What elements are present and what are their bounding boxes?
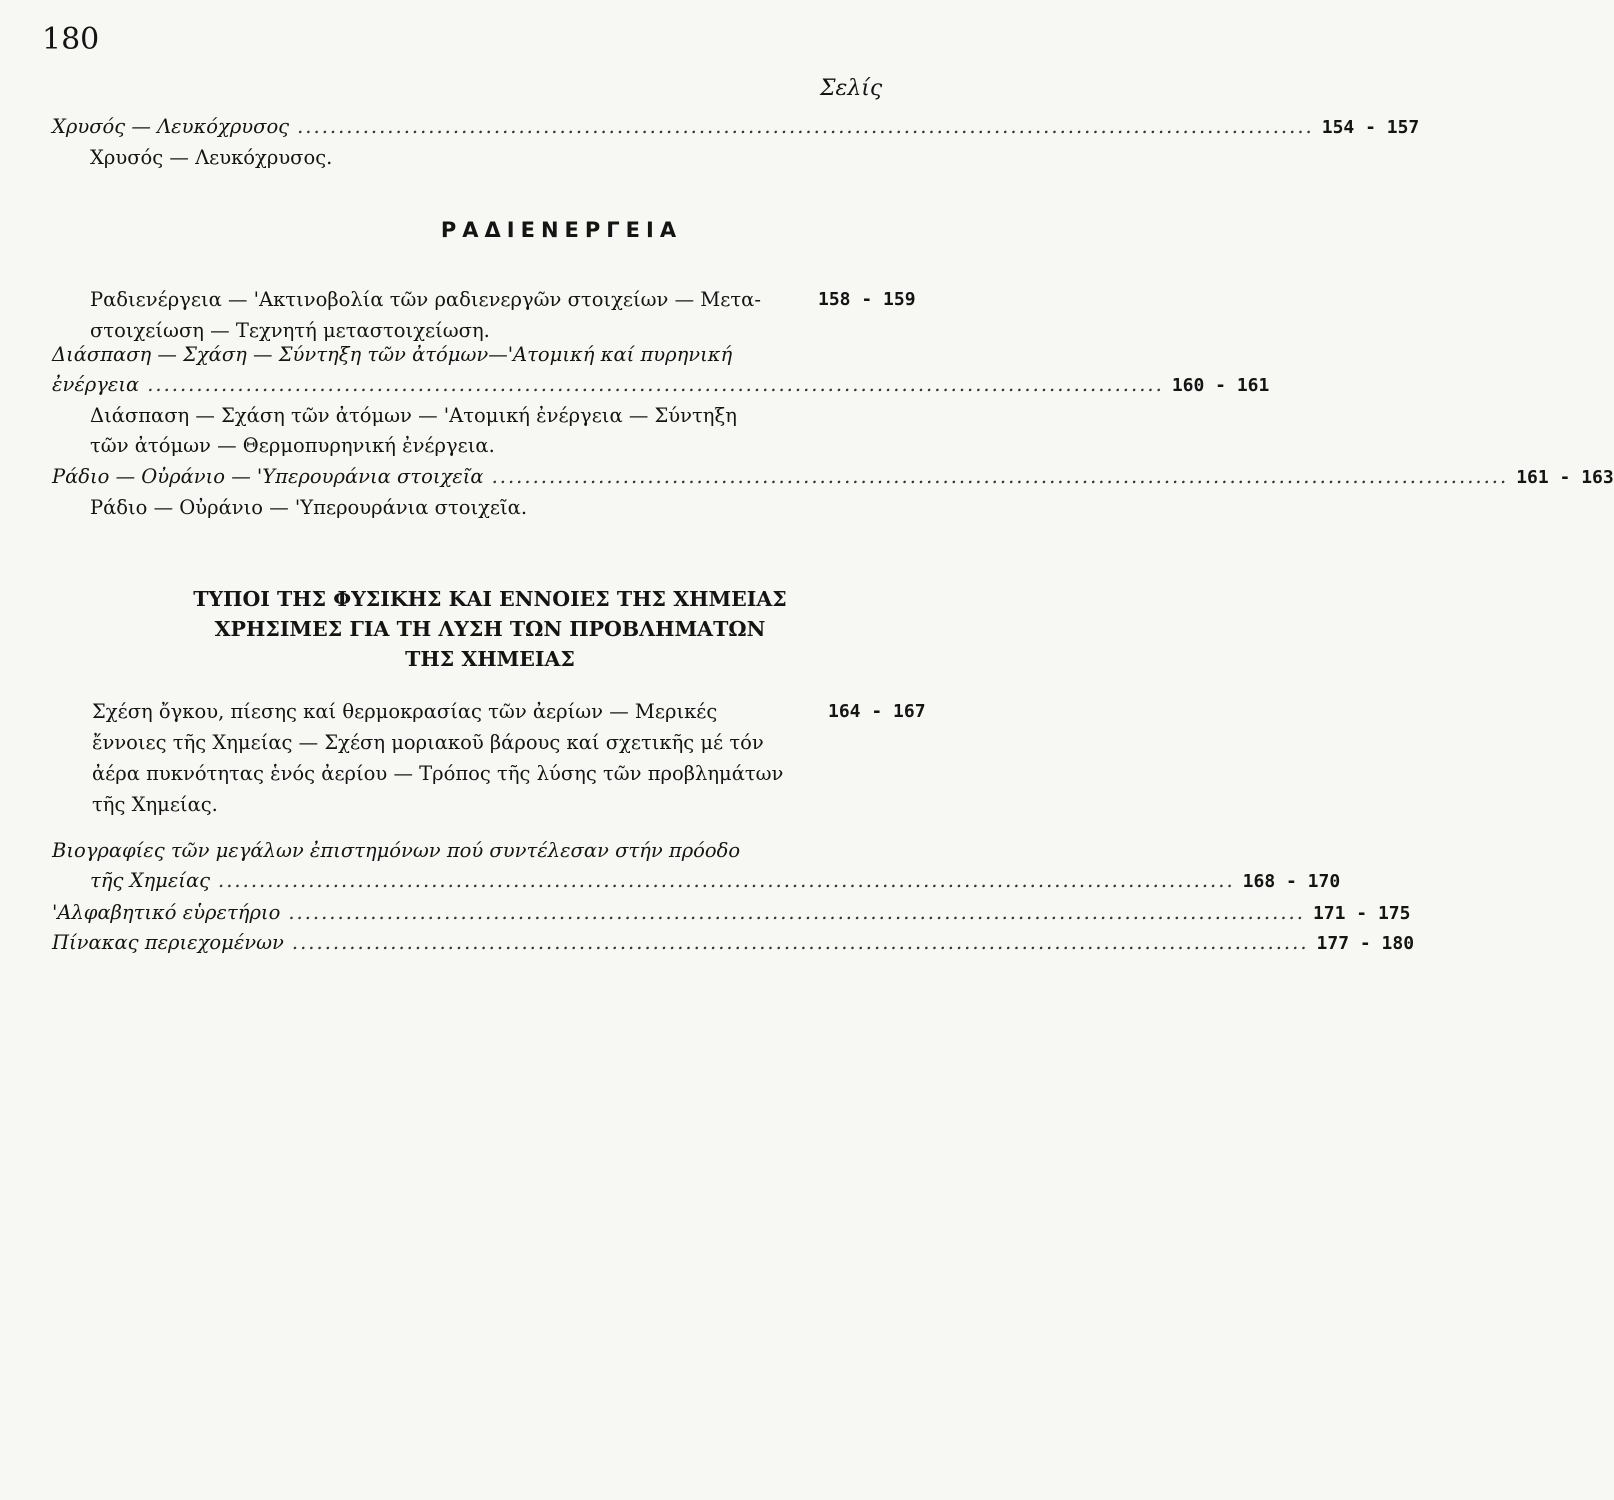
entry-title-line xyxy=(52,340,926,370)
entry-title-row xyxy=(52,370,1270,401)
entry-description-line: Διάσπαση — Σχάση τῶν ἀτόμων — 'Ατομική ἐνέργεια — Σύντηξη xyxy=(90,404,737,427)
leader-dots: ............................................................................................................................ xyxy=(147,373,1164,396)
entry-title: 'Αλφαβητικό εὑρετήριο xyxy=(52,901,281,924)
entry-title: Πίνακας περιεχομένων xyxy=(52,931,284,954)
section-heading-formulas xyxy=(40,584,940,674)
entry-title: Βιογραφίες τῶν μεγάλων ἐπιστημόνων πού συντέλεσαν στήν πρόοδο xyxy=(52,839,741,862)
toc-entry-radium xyxy=(52,462,1614,523)
entry-pages: 164 - 167 xyxy=(828,701,926,722)
entry-title: τῆς Χημείας xyxy=(90,869,211,892)
entry-pages: 158 - 159 xyxy=(818,289,916,310)
entry-title-row xyxy=(52,898,1411,929)
entry-description-line: Ραδιενέργεια — 'Ακτινοβολία τῶν ραδιενεργῶν στοιχείων — Μετα- xyxy=(90,288,761,311)
entry-description-line: Σχέση ὄγκου, πίεσης καί θερμοκρασίας τῶν ἀερίων — Μερικές xyxy=(92,700,718,723)
entry-title-row xyxy=(52,928,1415,959)
entry-title-row xyxy=(52,462,1614,493)
heading-line: ΧΡΗΣΙΜΕΣ ΓΙΑ ΤΗ ΛΥΣΗ ΤΩΝ ΠΡΟΒΛΗΜΑΤΩΝ xyxy=(214,617,766,641)
toc-entry-formulas xyxy=(92,696,926,820)
entry-pages: 171 - 175 xyxy=(1312,903,1411,924)
entry-title: Ράδιο — Οὐράνιο — 'Υπερουράνια στοιχεῖα xyxy=(52,465,484,488)
entry-title-row xyxy=(52,112,1420,143)
entry-description: Χρυσός — Λευκόχρυσος. xyxy=(90,146,333,169)
entry-description-line: τῶν ἀτόμων — Θερμοπυρηνική ἐνέργεια. xyxy=(90,434,495,457)
entry-description-line: τῆς Χημείας. xyxy=(92,793,218,816)
leader-dots: ............................................................................................................................ xyxy=(297,115,1314,138)
entry-pages: 161 - 163 xyxy=(1516,467,1614,488)
entry-title-line xyxy=(52,836,926,866)
heading-line: ΤΗΣ ΧΗΜΕΙΑΣ xyxy=(405,647,575,671)
section-heading-radioactivity: ΡΑΔΙΕΝΕΡΓΕΙΑ xyxy=(440,218,683,242)
page-number: 180 xyxy=(42,22,100,57)
heading-line: ΤΥΠΟΙ ΤΗΣ ΦΥΣΙΚΗΣ ΚΑΙ ΕΝΝΟΙΕΣ ΤΗΣ ΧΗΜΕΙΑΣ xyxy=(193,587,787,611)
leader-dots: ............................................................................................................................ xyxy=(291,931,1309,954)
entry-description-line: ἀέρα πυκνότητας ἑνός ἀερίου — Τρόπος τῆς λύσης τῶν προβλημάτων xyxy=(92,762,784,785)
entry-title: ἐνέργεια xyxy=(52,373,140,396)
entry-pages: 177 - 180 xyxy=(1316,933,1415,954)
leader-dots: ............................................................................................................................ xyxy=(218,869,1235,892)
toc-entry-contents xyxy=(52,928,1415,959)
entry-description-line: ἔννοιες τῆς Χημείας — Σχέση μοριακοῦ βάρους καί σχετικῆς μέ τόν xyxy=(92,731,764,754)
entry-description: Ράδιο — Οὐράνιο — 'Υπερουράνια στοιχεῖα. xyxy=(90,496,528,519)
toc-entry-biographies xyxy=(52,836,1341,897)
toc-entry-radioactivity xyxy=(90,284,926,346)
toc-entry-gold xyxy=(52,112,1420,173)
entry-title: Διάσπαση — Σχάση — Σύντηξη τῶν ἀτόμων—'Ατομική καί πυρηνική xyxy=(52,343,733,366)
entry-pages: 160 - 161 xyxy=(1171,375,1270,396)
leader-dots: ............................................................................................................................ xyxy=(288,901,1305,924)
entry-title-row xyxy=(52,866,1341,897)
toc-entry-index xyxy=(52,898,1411,929)
entry-title: Χρυσός — Λευκόχρυσος xyxy=(52,115,290,138)
entry-description xyxy=(52,401,926,461)
entry-pages: 154 - 157 xyxy=(1321,117,1420,138)
toc-entry-fission xyxy=(52,340,1270,461)
leader-dots: ............................................................................................................................ xyxy=(491,465,1509,488)
pages-column-label: Σελίς xyxy=(820,76,883,101)
entry-pages: 168 - 170 xyxy=(1242,871,1341,892)
entry-description-line: στοιχείωση — Τεχνητή μεταστοιχείωση. xyxy=(90,319,490,342)
